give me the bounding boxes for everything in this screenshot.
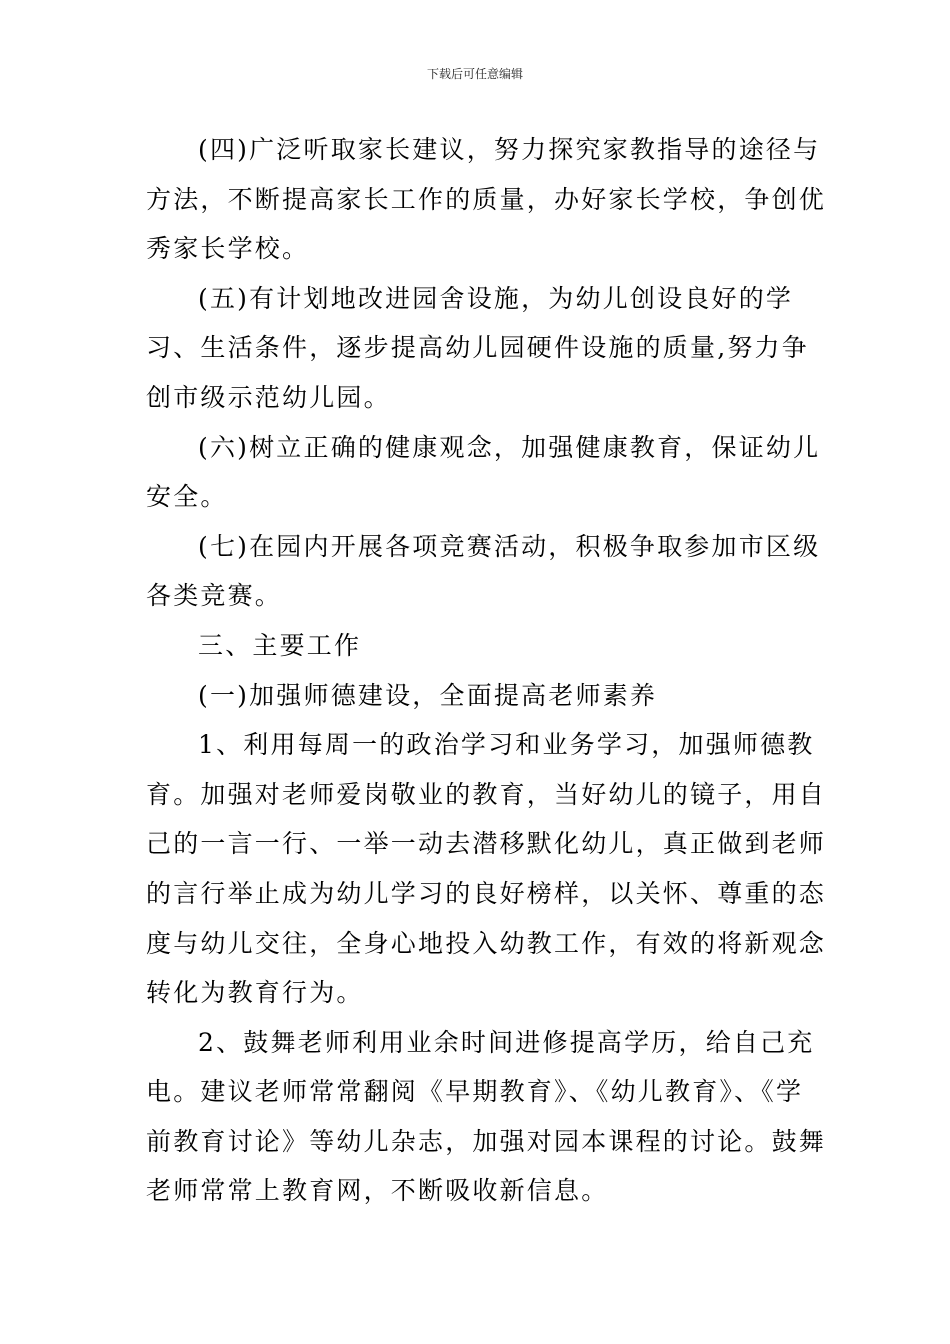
paragraph-4-parent-guidance: (四)广泛听取家长建议，努力探究家教指导的途径与方法，不断提高家长工作的质量，办好家长学校，争创优秀家长学校。 <box>146 135 827 264</box>
paragraph-6-health: (六)树立正确的健康观念，加强健康教育，保证幼儿安全。 <box>146 432 821 512</box>
paragraph-item-2-further-study: 2、鼓舞老师利用业余时间进修提高学历，给自己充电。建议老师常常翻阅《早期教育》、《幼儿教育》、《学前教育讨论》等幼儿杂志，加强对园本课程的讨论。鼓舞老师常常上教育网，不断吸收新信息。 <box>146 1027 827 1206</box>
page-header-note: 下载后可任意编辑 <box>426 67 523 81</box>
section-heading-main-work: 三、主要工作 <box>198 630 362 660</box>
paragraph-7-competitions: (七)在园内开展各项竞赛活动，积极争取参加市区级各类竞赛。 <box>146 531 821 611</box>
document-body <box>146 125 826 1216</box>
subsection-heading-teacher-ethics: (一)加强师德建设，全面提高老师素养 <box>198 680 658 710</box>
paragraph-5-facilities: (五)有计划地改进园舍设施，为幼儿创设良好的学习、生活条件，逐步提高幼儿园硬件设施的质量,努力争创市级示范幼儿园。 <box>146 283 809 412</box>
paragraph-item-1-ethics-education: 1、利用每周一的政治学习和业务学习，加强师德教育。加强对老师爱岗敬业的教育，当好幼儿的镜子，用自己的一言一行、一举一动去潜移默化幼儿，真正做到老师的言行举止成为幼儿学习的良好榜样，以关怀、尊重的态度与幼儿交往，全身心地投入幼教工作，有效的将新观念转化为教育行为。 <box>146 730 827 1008</box>
